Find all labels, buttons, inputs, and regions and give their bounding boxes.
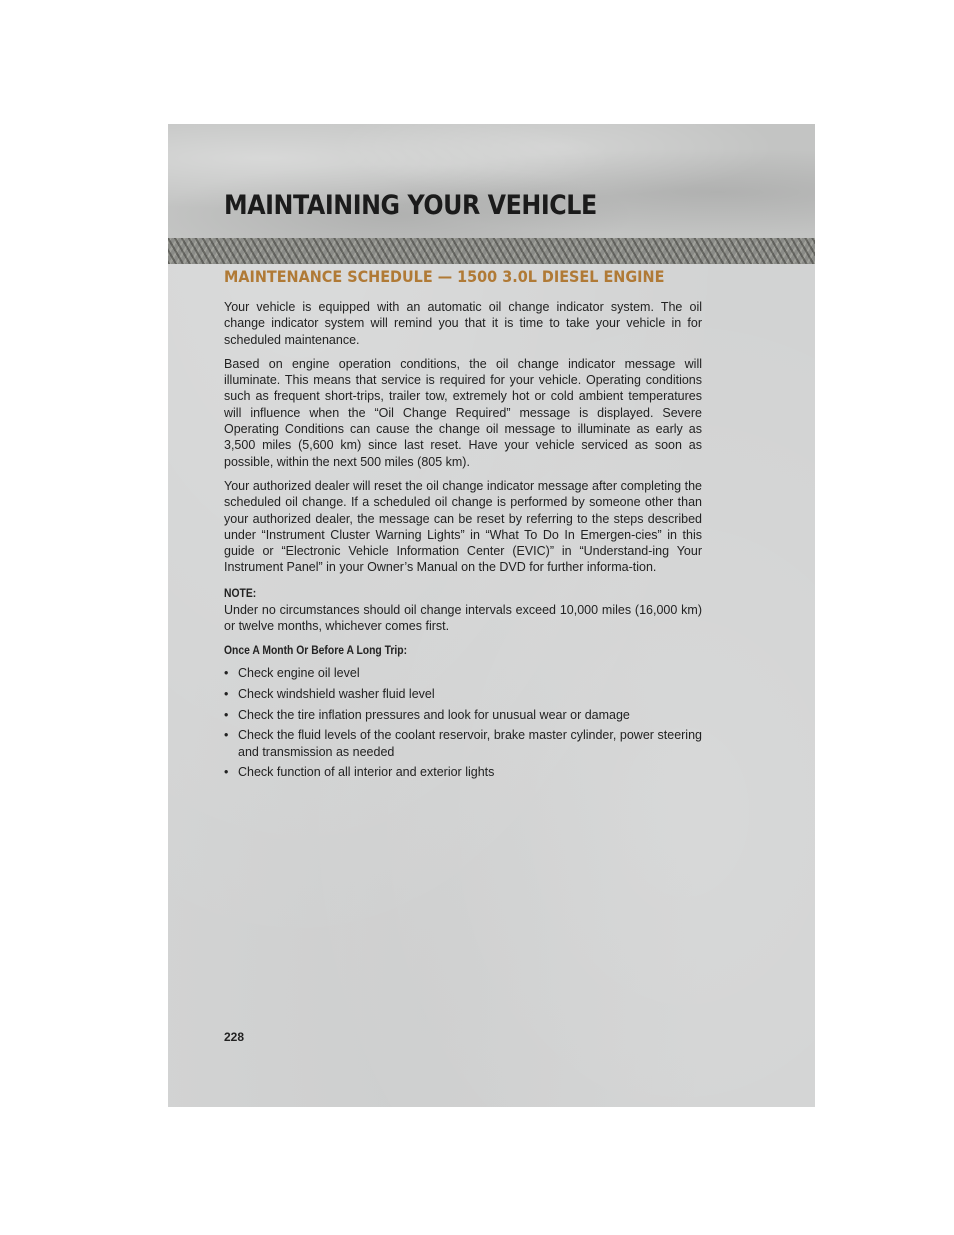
main-content	[224, 267, 702, 785]
list-item: • Check windshield washer fluid level	[224, 686, 702, 702]
manual-page	[168, 124, 815, 1107]
paragraph-dealer-reset: Your authorized dealer will reset the oil change indicator message after completing the scheduled oil change. If a scheduled oil change is performed by someone other than your authorized dealer, the message can be reset by referring to the steps described under “Instrument Cluster Warning Lights” in “What To Do In Emergen-cies” in this guide or “Electronic Vehicle Information Center (EVIC)” in “Understand-ing Your Instrument Panel” in your Owner’s Manual on the DVD for further informa-tion.	[224, 478, 702, 575]
note-label: NOTE:	[224, 587, 257, 600]
checklist-heading: Once A Month Or Before A Long Trip:	[224, 644, 408, 657]
note-text: Under no circumstances should oil change intervals exceed 10,000 miles (16,000 km) or twelve months, whichever comes first.	[224, 603, 702, 634]
maintenance-checklist	[224, 665, 702, 781]
tread-pattern-strip	[168, 238, 815, 264]
section-title: MAINTENANCE SCHEDULE — 1500 3.0L DIESEL ENGINE	[224, 267, 665, 286]
chapter-title: MAINTAINING YOUR VEHICLE	[224, 190, 597, 221]
list-item: • Check engine oil level	[224, 665, 702, 681]
paragraph-oil-indicator-intro: Your vehicle is equipped with an automatic oil change indicator system. The oil change indicator system will remind you that it is time to take your vehicle in for scheduled maintenance.	[224, 300, 702, 347]
page-number: 228	[224, 1030, 245, 1044]
list-item: • Check the tire inflation pressures and look for unusual wear or damage	[224, 707, 702, 723]
list-item: • Check the fluid levels of the coolant reservoir, brake master cylinder, power steering and transmission as needed	[224, 727, 702, 760]
paragraph-operating-conditions: Based on engine operation conditions, the oil change indicator message will illuminate. This means that service is required for your vehicle. Operating conditions such as frequent short-trips, trailer tow, extremely hot or cold ambient temperatures will influence when the “Oil Change Required” message is displayed. Severe Operating Conditions can cause the change oil message to illuminate as early as 3,500 miles (5,600 km) since last reset. Have your vehicle serviced as soon as possible, within the next 500 miles (805 km).	[224, 356, 702, 469]
list-item: • Check function of all interior and exterior lights	[224, 764, 702, 780]
